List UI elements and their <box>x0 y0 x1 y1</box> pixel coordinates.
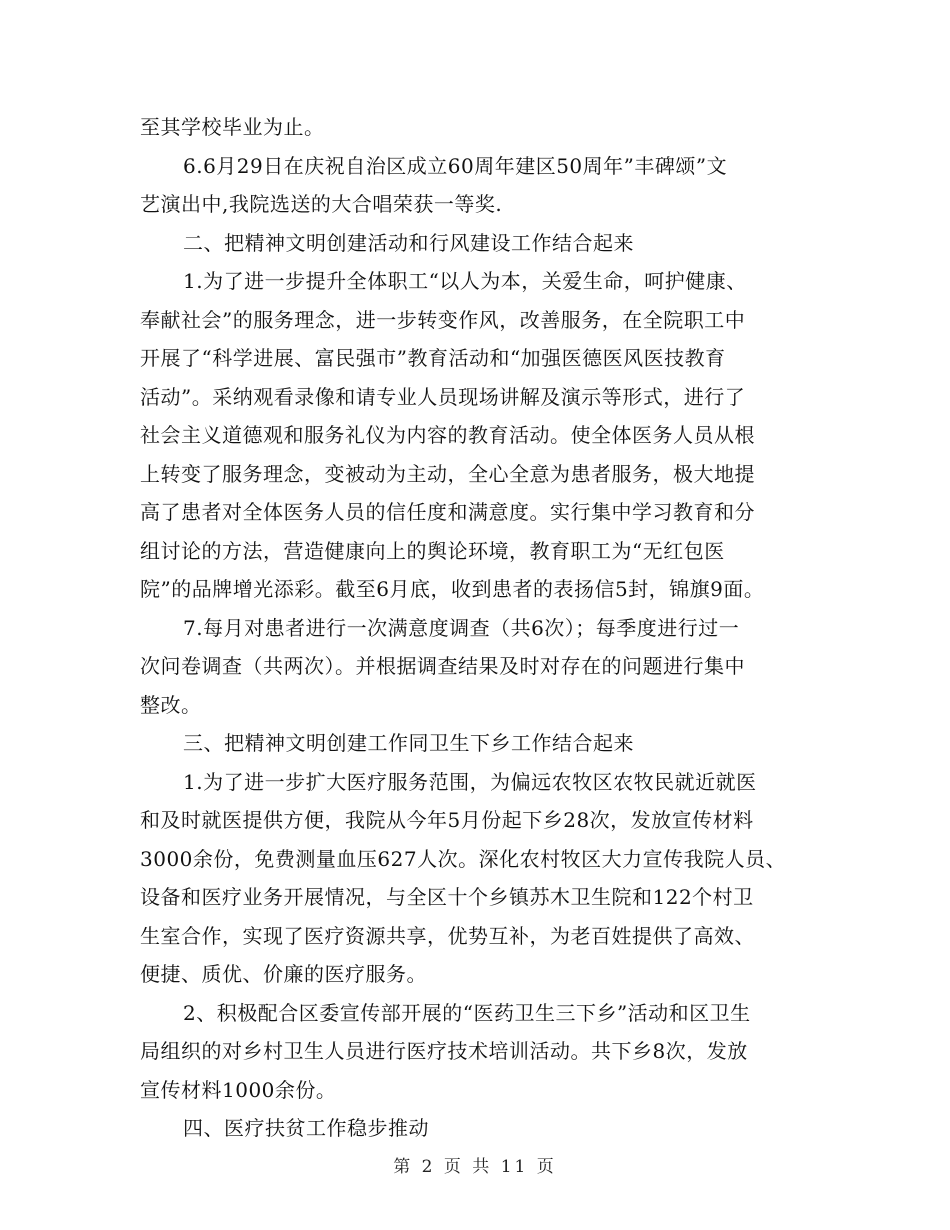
text-line: 活动”。采纳观看录像和请专业人员现场讲解及演示等形式，进行了 <box>140 384 746 409</box>
text-line: 艺演出中,我院选送的大合唱荣获一等奖. <box>140 192 503 216</box>
text-line: 上转变了服务理念，变被动为主动，全心全意为患者服务，极大地提 <box>140 461 755 486</box>
text-line: 局组织的对乡村卫生人员进行医疗技术培训活动。共下乡8次，发放 <box>140 1039 748 1063</box>
text-line: 和及时就医提供方便，我院从今年5月份起下乡28次，发放宣传材料 <box>140 808 754 832</box>
text-line: 7.每月对患者进行一次满意度调查（共6次）；每季度进行过一 <box>183 615 740 640</box>
text-line: 便捷、质优、价廉的医疗服务。 <box>140 962 427 986</box>
text-line: 生室合作，实现了医疗资源共享，优势互补，为老百姓提供了高效、 <box>140 923 755 948</box>
text-line: 组讨论的方法，营造健康向上的舆论环境，教育职工为“无红包医 <box>140 538 725 563</box>
text-line: 1.为了进一步提升全体职工“以人为本，关爱生命，呵护健康、 <box>183 269 747 293</box>
text-line: 二、把精神文明创建活动和行风建设工作结合起来 <box>183 230 634 255</box>
text-line: 次问卷调查（共两次）。并根据调查结果及时对存在的问题进行集中 <box>140 654 745 678</box>
text-line: 开展了“科学进展、富民强市”教育活动和“加强医德医风医技教育 <box>140 346 726 370</box>
text-line: 社会主义道德观和服务礼仪为内容的教育活动。使全体医务人员从根 <box>140 423 755 447</box>
text-line: 三、把精神文明创建工作同卫生下乡工作结合起来 <box>183 731 634 755</box>
text-line: 至其学校毕业为止。 <box>140 115 325 139</box>
text-line: 四、医疗扶贫工作稳步推动 <box>183 1116 429 1140</box>
text-line: 6.6月29日在庆祝自治区成立60周年建区50周年”丰碑颂”文 <box>183 153 728 178</box>
text-line: 2、积极配合区委宣传部开展的“医药卫生三下乡”活动和区卫生 <box>183 1000 751 1025</box>
text-line: 宣传材料1000余份。 <box>140 1077 337 1102</box>
text-line: 院”的品牌增光添彩。截至6月底，收到患者的表扬信5封，锦旗9面。 <box>140 577 765 601</box>
text-line: 设备和医疗业务开展情况，与全区十个乡镇苏木卫生院和122个村卫 <box>140 885 754 909</box>
text-line: 1.为了进一步扩大医疗服务范围，为偏远农牧区农牧民就近就医 <box>183 769 757 794</box>
document-body <box>140 108 820 1148</box>
text-line: 3000余份，免费测量血压627人次。深化农村牧区大力宣传我院人员、 <box>140 846 787 871</box>
text-line: 奉献社会”的服务理念，进一步转变作风，改善服务，在全院职工中 <box>140 307 746 332</box>
page-number-footer: 第 2 页 共 11 页 <box>393 1157 557 1177</box>
text-line: 整改。 <box>140 692 202 717</box>
text-line: 高了患者对全体医务人员的信任度和满意度。实行集中学习教育和分 <box>140 500 755 524</box>
